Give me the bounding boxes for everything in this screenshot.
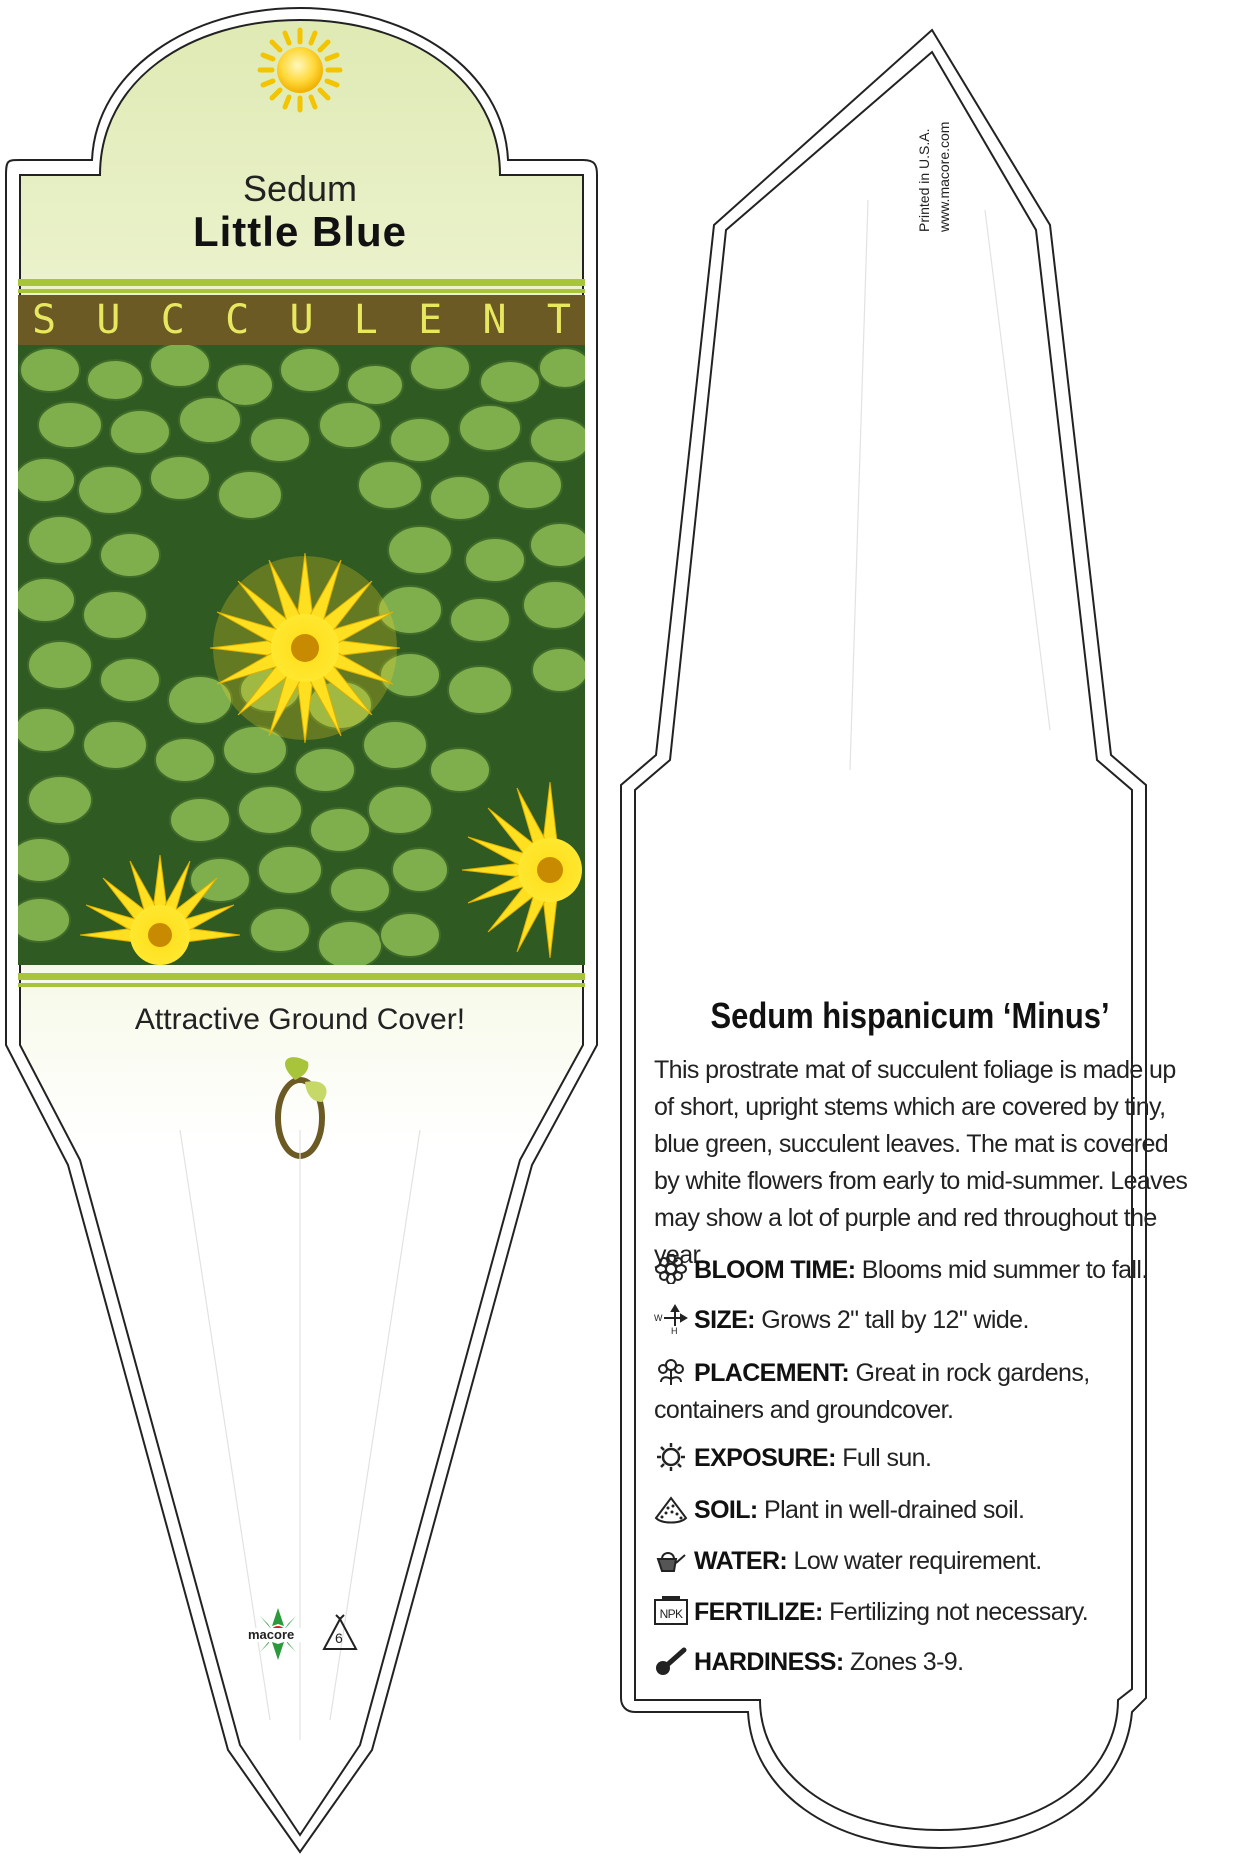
tagline: Attractive Ground Cover!	[134, 1003, 466, 1036]
attribute-label: SOIL:	[694, 1496, 758, 1524]
category-letter: C	[225, 297, 250, 343]
attribute-value: Zones 3-9.	[849, 1648, 964, 1676]
category-letter: L	[353, 297, 378, 343]
botanical-name: Sedum hispanicum ‘Minus’	[710, 995, 1110, 1036]
attribute-label: SIZE:	[694, 1306, 755, 1334]
attribute-exposure	[654, 1440, 1202, 1477]
npk-icon	[654, 1596, 688, 1626]
size-w-letter: W	[654, 1313, 662, 1323]
attribute-label: WATER:	[694, 1547, 788, 1575]
cultivar-name: Little Blue	[192, 208, 407, 255]
thermometer-icon	[654, 1646, 688, 1676]
attribute-value: Full sun.	[842, 1444, 932, 1472]
sun-icon	[260, 30, 340, 110]
attribute-placement	[654, 1355, 1202, 1429]
attribute-fertilize	[654, 1594, 1202, 1631]
soil-icon	[654, 1494, 688, 1524]
attribute-value: Plant in well-drained soil.	[764, 1496, 1025, 1524]
attribute-label: PLACEMENT:	[694, 1359, 850, 1387]
attribute-label: BLOOM TIME:	[694, 1256, 856, 1284]
watering-can-icon	[654, 1545, 688, 1575]
attribute-label: FERTILIZE:	[694, 1598, 823, 1626]
npk-label: NPK	[659, 1607, 683, 1621]
attribute-soil	[654, 1492, 1202, 1529]
attribute-value: Low water requirement.	[793, 1547, 1042, 1575]
brand-name: macore	[248, 1627, 295, 1642]
category-letter: C	[160, 297, 185, 343]
sun-outline-icon	[654, 1442, 688, 1472]
attribute-label: HARDINESS:	[694, 1648, 844, 1676]
website-label: www.macore.com	[936, 121, 952, 232]
category-band	[18, 295, 585, 345]
category-letter: U	[96, 297, 121, 343]
genus-name: Sedum	[242, 168, 358, 209]
recycle-code: 6	[335, 1630, 343, 1646]
size-arrows-icon	[654, 1304, 688, 1334]
attribute-size	[654, 1302, 1202, 1339]
attribute-bloom-time	[654, 1252, 1202, 1289]
category-letter: T	[546, 297, 571, 343]
plant-placement-icon	[654, 1357, 688, 1387]
category-letter: U	[289, 297, 314, 343]
attribute-hardiness	[654, 1644, 1202, 1681]
plant-photo	[10, 343, 591, 969]
category-letter: N	[482, 297, 507, 343]
printed-in-label: Printed in U.S.A.	[916, 128, 932, 232]
category-letter: E	[418, 297, 443, 343]
attribute-value: Grows 2" tall by 12" wide.	[761, 1306, 1029, 1334]
flower-icon	[654, 1254, 688, 1284]
attribute-value: Blooms mid summer to fall.	[861, 1256, 1148, 1284]
attribute-value: Great in rock gardens, containers and groundcover.	[654, 1359, 1090, 1424]
attribute-label: EXPOSURE:	[694, 1444, 836, 1472]
attribute-water	[654, 1543, 1202, 1580]
attribute-value: Fertilizing not necessary.	[829, 1598, 1089, 1626]
plant-description: This prostrate mat of succulent foliage is made up of short, upright stems which are covered by tiny, blue green, succulent leaves. The mat is covered by white flowers from early to mid-summer. Leaves may show a lot of purple and red throughout the year.	[654, 1056, 1188, 1269]
size-h-letter: H	[671, 1326, 677, 1334]
category-letter: S	[32, 297, 57, 343]
yellow-flower	[210, 553, 400, 743]
